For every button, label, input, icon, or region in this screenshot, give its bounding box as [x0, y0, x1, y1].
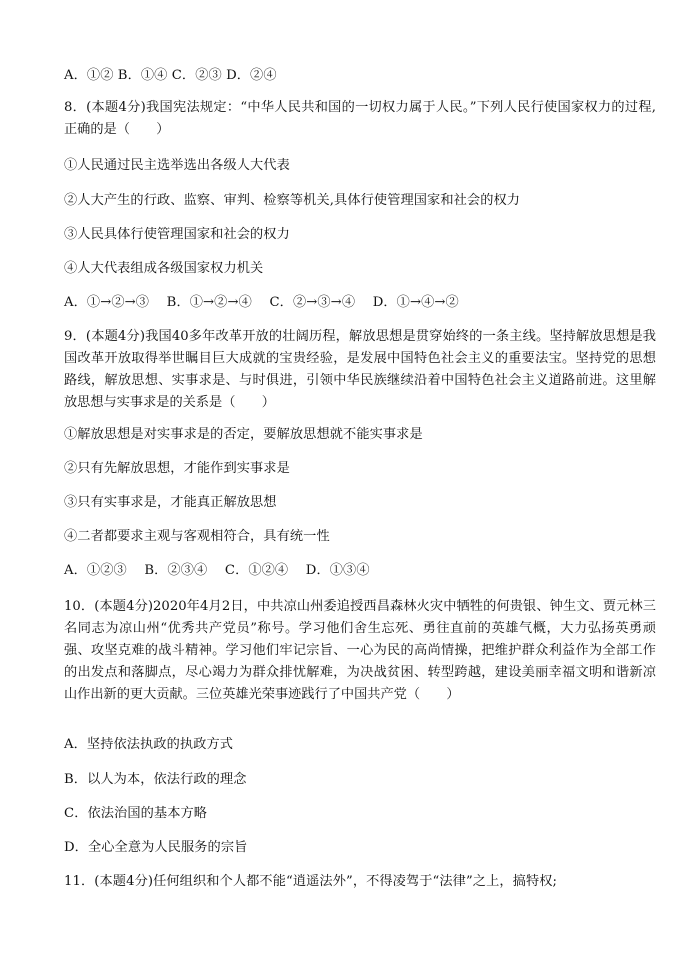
q9-item-1: ①解放思想是对实事求是的否定，要解放思想就不能实事求是: [64, 427, 423, 442]
q9-item-2: ②只有先解放思想，才能作到实事求是: [64, 461, 290, 476]
q11-stem: 11．(本题4分)任何组织和个人都不能“逍遥法外”，不得凌驾于“法律”之上，搞特权;: [64, 874, 558, 889]
q8-item-3: ③人民具体行使管理国家和社会的权力: [64, 227, 290, 242]
q8-item-1: ①人民通过民主选举选出各级人大代表: [64, 158, 290, 173]
q8-item-4: ④人大代表组成各级国家权力机关: [64, 261, 264, 276]
q9-item-3: ③只有实事求是，才能真正解放思想: [64, 495, 277, 510]
q7-options: A．①② B．①④ C．②③ D．②④: [64, 68, 277, 83]
q8-stem: 8．(本题4分)我国宪法规定：“中华人民共和国的一切权力属于人民。”下列人民行使国家权力的过程,正确的是（ ）: [64, 100, 656, 137]
q8-item-2: ②人大产生的行政、监察、审判、检察等机关,具体行使管理国家和社会的权力: [64, 193, 521, 208]
q8-options: A．①→②→③ B．①→②→④ C．②→③→④ D．①→④→②: [64, 295, 459, 310]
q10-option-d: D．全心全意为人民服务的宗旨: [64, 840, 248, 855]
q10-option-b: B．以人为本，依法行政的理念: [64, 772, 247, 787]
q10-option-a: A．坚持依法执政的执政方式: [64, 737, 234, 752]
q9-item-4: ④二者都要求主观与客观相符合，具有统一性: [64, 529, 330, 544]
q10-option-c: C．依法治国的基本方略: [64, 806, 208, 821]
q10-stem: 10．(本题4分)2020年4月2日，中共凉山州委追授西昌森林火灾中牺牲的何贵银、钟生文、贾元林三名同志为凉山州“优秀共产党员”称号。学习他们舍生忘死、勇往直前的英雄气概，大力弘扬英勇顽强、攻坚克难的战斗精神。学习他们牢记宗旨、一心为民的高尚情操，把维护群众利益作为全部工作的出发点和落脚点，尽心竭力为群众排忧解难，为决战贫困、转型跨越，建设美丽幸福文明和谐新凉山作出新的更大贡献。三位英雄光荣事迹践行了中国共产党（ ）: [64, 599, 656, 702]
q9-options: A．①②③ B．②③④ C．①②④ D．①③④: [64, 563, 370, 578]
q9-stem: 9．(本题4分)我国40多年改革开放的壮阔历程，解放思想是贯穿始终的一条主线。坚持解放思想是我国改革开放取得举世瞩目巨大成就的宝贵经验，是发展中国特色社会主义的重要法宝。坚持党的思想路线，解放思想、实事求是、与时俱进，引领中华民族继续沿着中国特色社会主义道路前进。这里解放思想与实事求是的关系是（ ）: [64, 329, 656, 410]
